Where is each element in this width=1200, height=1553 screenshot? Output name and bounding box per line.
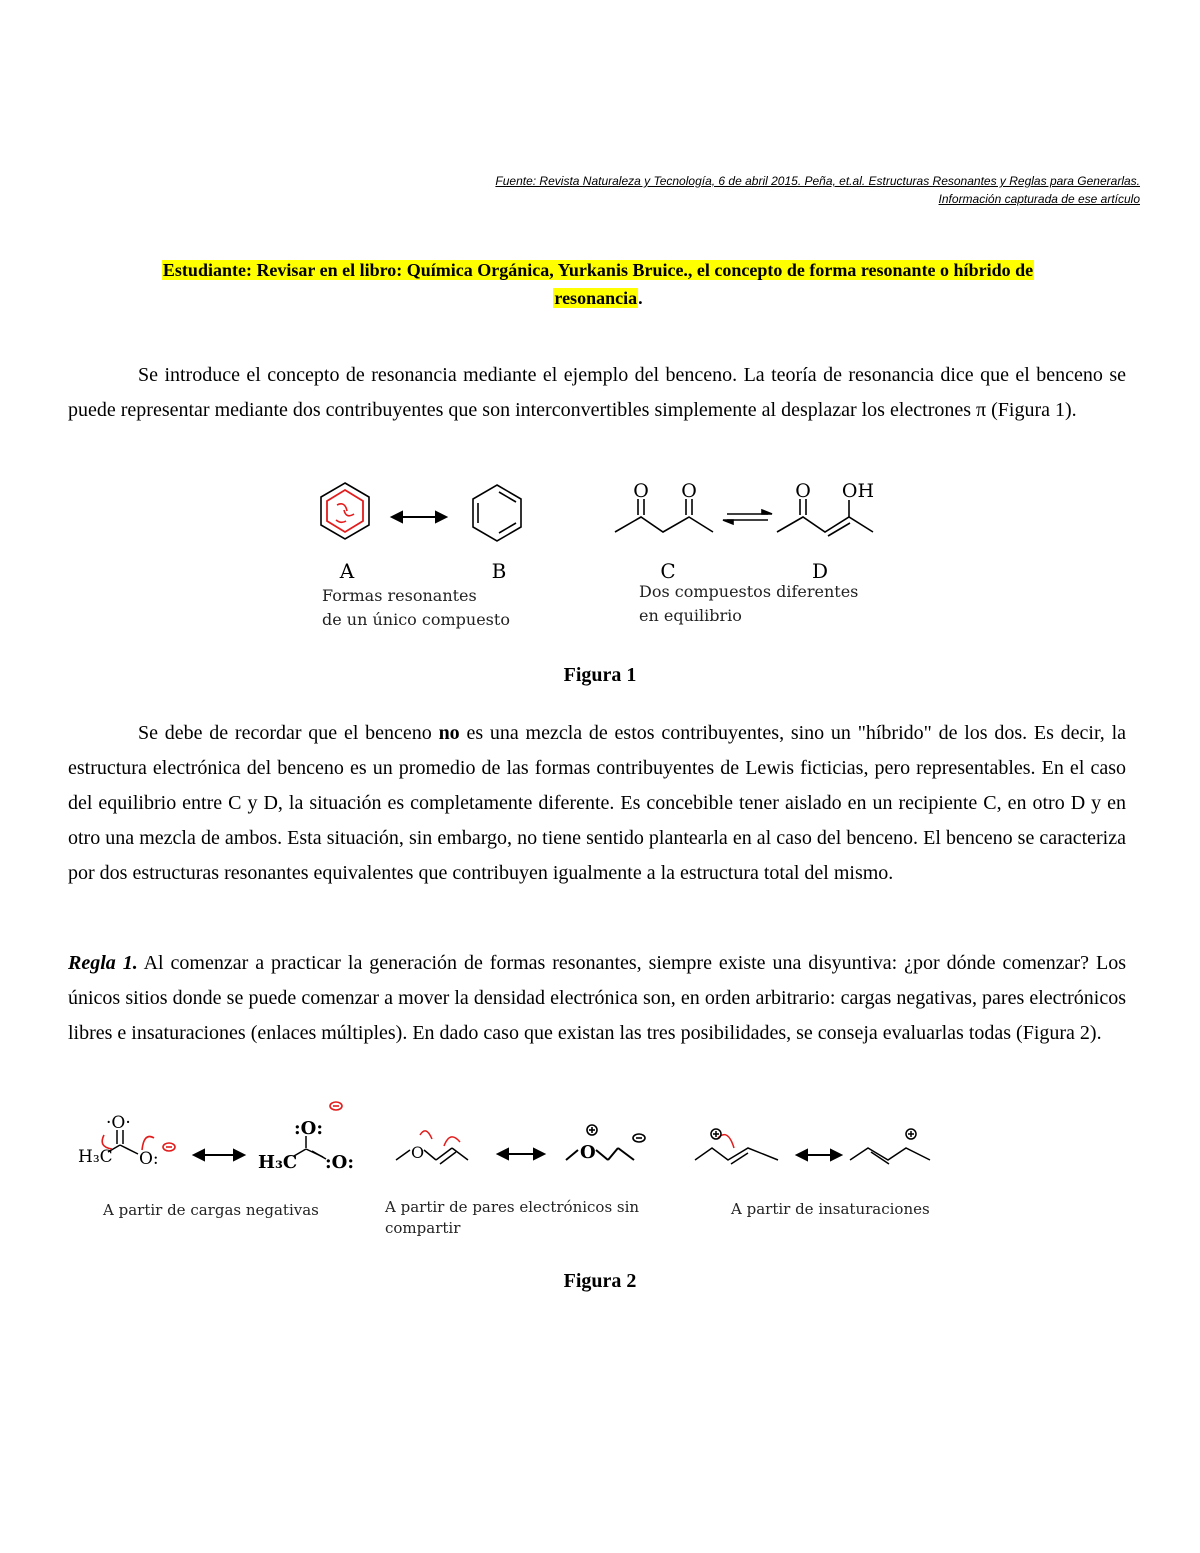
label-b: B bbox=[491, 559, 507, 583]
atom-h3c: H₃C bbox=[78, 1147, 113, 1167]
rule-1-label: Regla 1. bbox=[68, 952, 138, 974]
paragraph-hybrid-after: es una mezcla de estos contribuyentes, sino un "híbrido" de los dos. Es decir, la estructura electrónica del benceno es un promedio de las formas contribuyentes de Lewis ficticias, pero representables. En el caso del equilibrio entre C y D, la situación es completamente diferente. Es concebible tener aislado en un recipiente C, en otro D y en otro una mezcla de ambos. Esta situación, sin embargo, no tiene sentido plantearla en al caso del benceno. El benceno se caracteriza por dos estructuras resonantes equivalentes que contribuyen igualmente a la estructura total del mismo. bbox=[68, 722, 1127, 884]
atom-o-top-bold: :O: bbox=[294, 1118, 323, 1139]
resonance-arrow-3 bbox=[797, 1150, 841, 1160]
label-a: A bbox=[339, 559, 355, 583]
atom-o-d: O bbox=[795, 480, 811, 502]
caption-unsaturations: A partir de insaturaciones bbox=[731, 1200, 930, 1218]
caption-lone-pairs-2: compartir bbox=[385, 1219, 461, 1237]
charge-marks bbox=[587, 1125, 645, 1142]
source-line-2: Información capturada de ese artículo bbox=[938, 192, 1140, 206]
enol-ether-left bbox=[396, 1131, 468, 1164]
instruction-text-1: Estudiante: Revisar en el libro: Química Orgánica, Yurkanis Bruice., el concepto de forma resonante o híbrido de bbox=[162, 260, 1034, 280]
butadiene-right bbox=[850, 1129, 930, 1164]
structure-d bbox=[777, 499, 873, 536]
source-citation bbox=[495, 172, 1140, 208]
resonance-arrow-1 bbox=[194, 1150, 244, 1160]
atom-o-bottom-bold: :O: bbox=[325, 1152, 354, 1173]
caption-resonant-2: de un único compuesto bbox=[322, 610, 510, 629]
resonance-arrow bbox=[392, 512, 446, 522]
source-line-1: Fuente: Revista Naturaleza y Tecnología, 6 de abril 2015. Peña, et.al. Estructuras Resonantes y Reglas para Generarlas. bbox=[495, 174, 1140, 188]
atom-o-enol: O bbox=[411, 1143, 425, 1162]
benzene-a bbox=[321, 483, 369, 539]
benzene-b bbox=[473, 485, 521, 541]
acetate-left bbox=[78, 1113, 175, 1169]
caption-resonant-1: Formas resonantes bbox=[322, 586, 477, 605]
paragraph-benzene-intro: Se introduce el concepto de resonancia mediante el ejemplo del benceno. La teoría de resonancia dice que el benceno se puede representar mediante dos contribuyentes que son interconvertibles simplemente al desplazar los electrones π (Figura 1). bbox=[68, 364, 1126, 421]
caption-equilibrium-1: Dos compuestos diferentes bbox=[639, 582, 859, 601]
label-c: C bbox=[660, 559, 676, 583]
atom-o-c2: O bbox=[681, 480, 697, 502]
label-d: D bbox=[811, 559, 829, 583]
atom-o-c1: O bbox=[633, 480, 649, 502]
equilibrium-arrow bbox=[723, 510, 772, 524]
paragraph-rule-1 bbox=[68, 946, 1126, 1051]
atom-oh-d: OH bbox=[841, 480, 875, 502]
atom-o-dots: ·O· bbox=[106, 1113, 131, 1133]
atom-h3c-bold: H₃C bbox=[258, 1152, 298, 1173]
caption-equilibrium-2: en equilibrio bbox=[639, 606, 742, 625]
enol-ether-right bbox=[566, 1148, 634, 1160]
instruction-period: . bbox=[638, 288, 643, 308]
student-instruction bbox=[68, 256, 1128, 312]
instruction-text-2: resonancia bbox=[554, 288, 638, 308]
paragraph-hybrid bbox=[68, 716, 1126, 891]
figure-2-diagram bbox=[0, 1090, 1200, 1250]
rule-1-text: Al comenzar a practicar la generación de formas resonantes, siempre existe una disyuntiva: ¿por dónde comenzar? Los únicos sitios donde se puede comenzar a mover la densidad electrónica son, en orden arbitrario: cargas negativas, pares electrónicos libres e insaturaciones (enlaces múltiples). En dado caso que existan las tres posibilidades, se conseja evaluarlas todas (Figura 2). bbox=[68, 952, 1127, 1044]
figure-1-title: Figura 1 bbox=[563, 664, 637, 686]
butadiene-left bbox=[695, 1129, 778, 1164]
acetate-right bbox=[258, 1102, 354, 1173]
paragraph-hybrid-before: Se debe de recordar que el benceno bbox=[138, 722, 439, 744]
caption-lone-pairs-1: A partir de pares electrónicos sin bbox=[385, 1198, 640, 1216]
atom-o-enol-bold: O bbox=[580, 1142, 596, 1163]
caption-negative-charges: A partir de cargas negativas bbox=[103, 1201, 319, 1219]
figure-2-title: Figura 2 bbox=[563, 1270, 637, 1292]
paragraph-hybrid-bold: no bbox=[438, 722, 460, 744]
figure-1-diagram bbox=[0, 470, 1200, 640]
structure-c bbox=[615, 499, 713, 532]
atom-o-bottom: O: bbox=[139, 1149, 159, 1169]
resonance-arrow-2 bbox=[498, 1149, 544, 1159]
